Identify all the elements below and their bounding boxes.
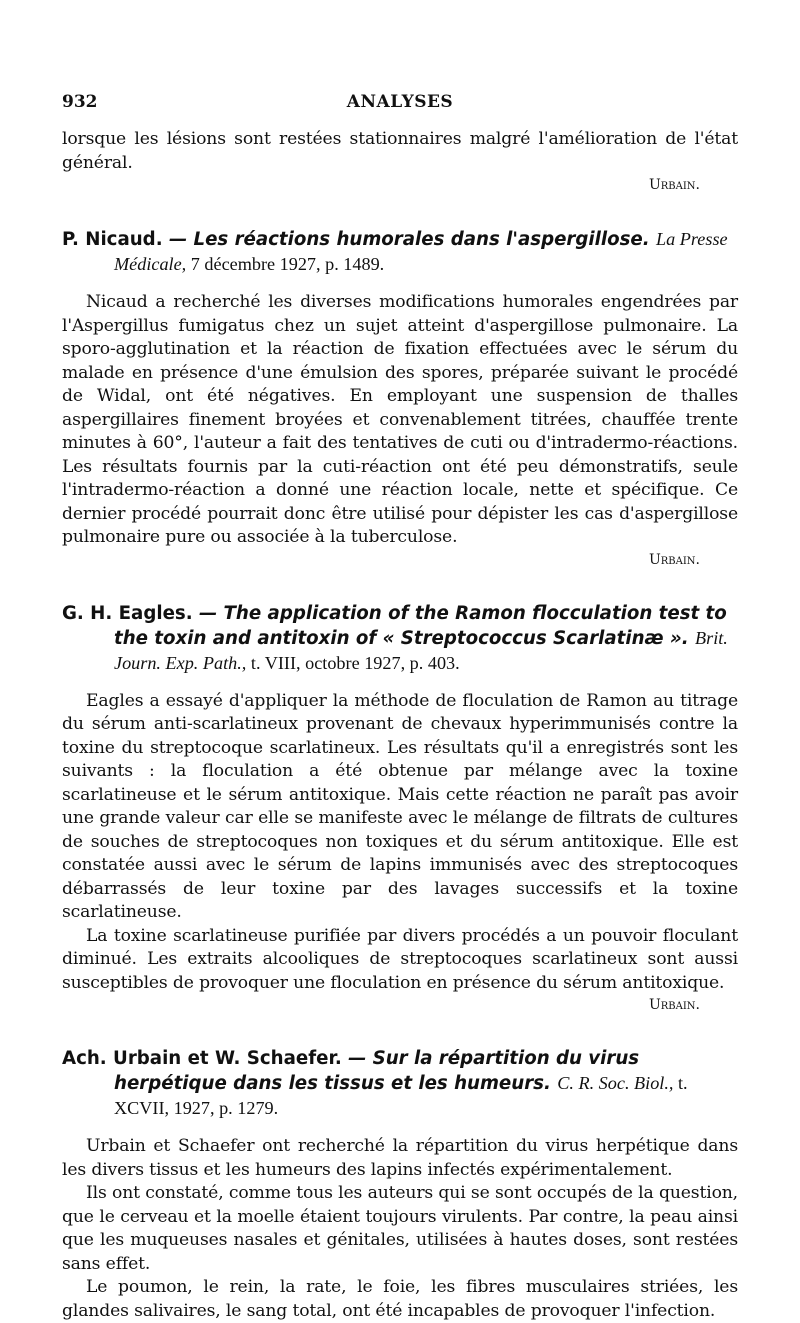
page [62, 92, 738, 1323]
signature: Urbain. [648, 177, 700, 193]
abstract-entry [62, 1047, 738, 1323]
entry-heading [62, 227, 738, 277]
entry-title: — Les réactions humorales dans l'aspergillose. [168, 229, 650, 250]
entry-paragraph: La toxine scarlatineuse purifiée par divers procédés a un pouvoir floculant diminué. Les extraits alcooliques de streptocoques scarlatineux sont aussi susceptibles de provoquer une floculation en présence du sérum antitoxique. [62, 925, 738, 993]
entry-paragraph: Le poumon, le rein, la rate, le foie, les fibres musculaires striées, les glandes salivaires, le sang total, ont été incapables de provoquer l'infection. [62, 1277, 738, 1321]
running-head: ANALYSES [346, 92, 454, 112]
entry-heading [62, 1047, 738, 1121]
top-fragment [62, 128, 738, 195]
entry-paragraph: Ils ont constaté, comme tous les auteurs qui se sont occupés de la question, que le cerveau et la moelle étaient toujours virulents. Par contre, la peau ainsi que les muqueuses nasales et génitales, utilisées à hautes doses, sont restées sans effet. [62, 1183, 738, 1274]
entry-source-journal: C. R. Soc. Biol., [557, 1073, 674, 1093]
entry-paragraph: Urbain et Schaefer ont recherché la répartition du virus herpétique dans les divers tissus et les humeurs des lapins infectés expérimentalement. [62, 1136, 738, 1180]
signature: Urbain. [648, 551, 700, 568]
fragment-text: lorsque les lésions sont restées stationnaires malgré l'amélioration de l'état général. [62, 129, 738, 173]
page-number: 932 [62, 92, 98, 112]
page-header [62, 92, 738, 118]
entry-source-details: 7 décembre 1927, p. 1489. [190, 254, 385, 274]
entry-source-journal: La Presse Médicale, [114, 229, 728, 274]
signature: Urbain. [648, 997, 700, 1013]
entry-author: G. H. Eagles. [62, 602, 193, 624]
abstract-entry [62, 227, 738, 570]
entry-paragraph: Eagles a essayé d'appliquer la méthode de floculation de Ramon au titrage du sérum anti-scarlatineux provenant de chevaux hyperimmunisés contre la toxine du streptocoque scarlatineux. Les résultats qu'il a enregistrés sont les suivants : la floculation a été obtenue par mélange avec la toxine scarlatineuse et le sérum antitoxique. Mais cette réaction ne paraît pas avoir une grande valeur car elle se manifeste avec le mélange de filtrats de cultures de souches de streptocoques non toxiques et du sérum antitoxique. Elle est constatée aussi avec le sérum de lapins immunisés avec des streptocoques débarrassés de leur toxine par des lavages successifs et la toxine scarlatineuse. [62, 690, 738, 922]
entry-paragraph: Nicaud a recherché les diverses modifications humorales engendrées par l'Aspergillus fumigatus chez un sujet atteint d'aspergillose pulmonaire. La sporo-agglutination et la réaction de fixation effectuées avec le sérum du malade en présence d'une émulsion des spores, préparée suivant le procédé de Widal, ont été négatives. En employant une suspension de thalles aspergillaires finement broyées et convenablement titrées, chauffée trente minutes à 60°, l'auteur a fait des tentatives de cuti ou d'intradermo-réactions. Les résultats fournis par la cuti-réaction ont été peu démonstratifs, seule l'intradermo-réaction a donné une réaction locale, nette et spécifique. Ce dernier procédé pourrait donc être utilisé pour dépister les cas d'aspergillose pulmonaire pure ou associée à la tuberculose. [62, 292, 738, 547]
entry-title: — Sur la répartition du virus herpétique dans les tissus et les humeurs. [114, 1048, 640, 1094]
entry-source-details: t. VIII, octobre 1927, p. 403. [250, 652, 460, 673]
entry-author: Ach. Urbain et W. Schaefer. [62, 1048, 342, 1069]
entry-source-details: t. XCVII, 1927, p. 1279. [114, 1073, 688, 1118]
entry-source-journal: Brit. Journ. Exp. Path., [114, 627, 728, 673]
entry-title: — The application of the Ramon flocculation test to the toxin and antitoxin of « Streptococcus Scarlatinæ ». [114, 602, 727, 649]
abstract-entry [62, 602, 738, 1016]
entry-author: P. Nicaud. [62, 229, 163, 250]
entry-heading [62, 602, 738, 676]
